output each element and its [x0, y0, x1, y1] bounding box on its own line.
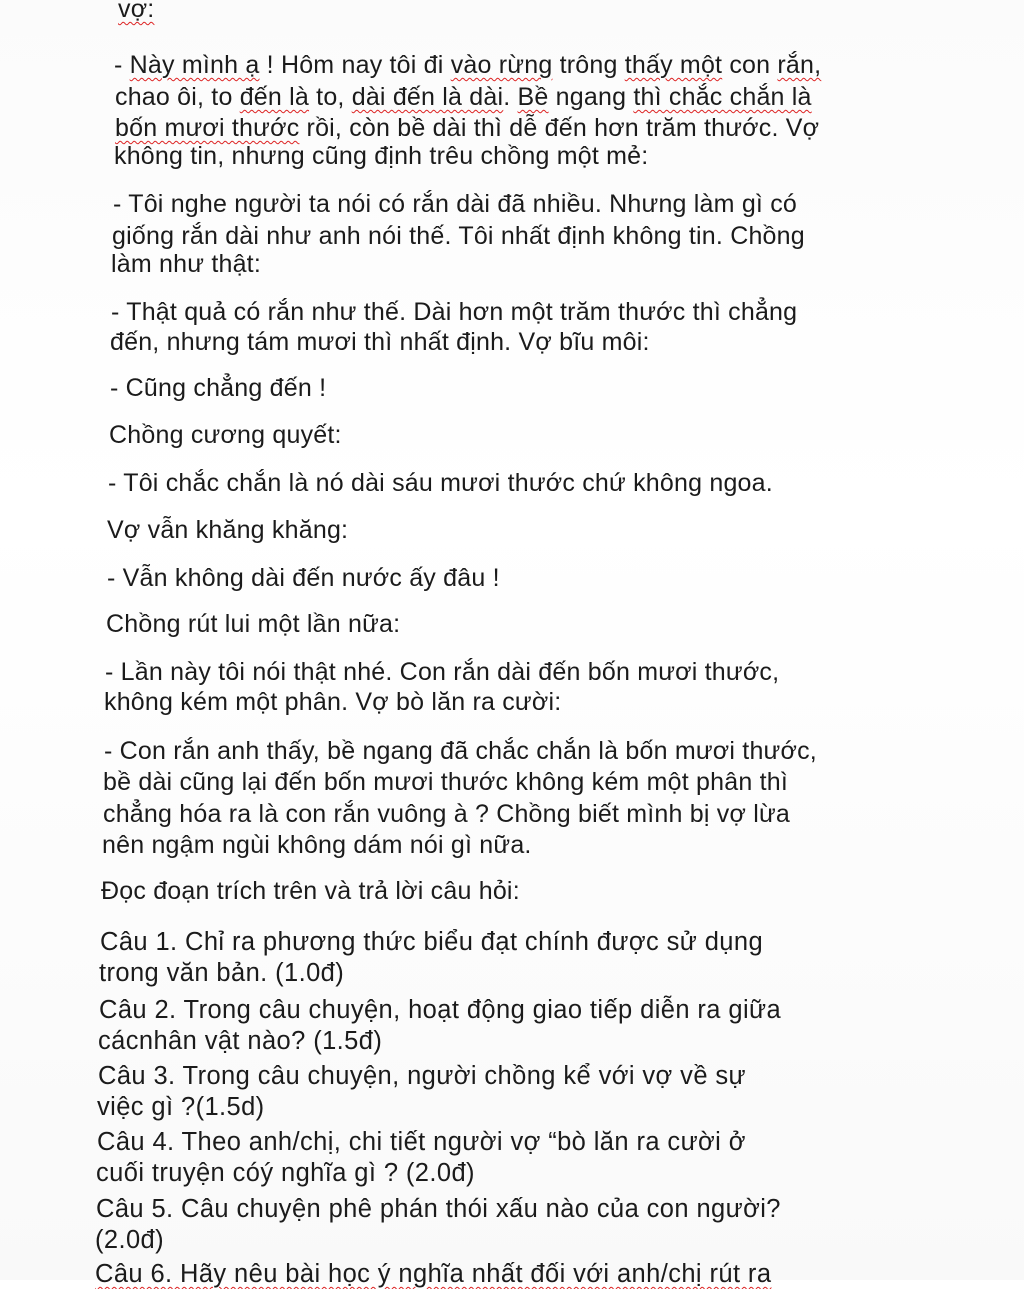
question-text: Câu 4. Theo anh/chị, chi tiết người vợ “bò lăn ra cười ở [97, 1128, 746, 1156]
question-text: Câu 1. Chỉ ra phương thức biểu đạt chính được sử dụng [100, 928, 764, 956]
story-line [104, 687, 561, 717]
story-text: Chồng cương quyết: [109, 421, 342, 449]
story-text: đến, nhưng tám mươi thì nhất định. Vợ bĩu môi: [110, 328, 650, 356]
story-text: không tin, nhưng cũng định trêu chồng một mẻ: [114, 142, 649, 170]
story-line [111, 297, 797, 327]
story-text: Bề [517, 83, 549, 111]
story-text: - Con rắn anh thấy, bề ngang đã chắc chắn là bốn mươi thước, [104, 737, 817, 765]
story-text: chao ôi, to [115, 83, 240, 111]
story-text: vào rừng [450, 51, 553, 79]
story-line [107, 563, 500, 593]
story-text: đến là [239, 83, 310, 111]
story-text: Vợ vẫn khăng khăng: [107, 516, 349, 544]
story-text: giống rắn dài như anh nói thế. Tôi nhất định không tin. Chồng [112, 222, 805, 250]
question-text: Câu 6. Hãy nêu bài học ý nghĩa nhất đối với anh/chị rút ra [95, 1260, 772, 1288]
story-text: - Thật quả có rắn như thế. Dài hơn một trăm thước thì chẳng [111, 298, 798, 326]
story-line [103, 799, 790, 829]
question-6 [95, 1259, 771, 1289]
story-text: nên ngậm ngùi không dám nói gì nữa. [102, 831, 532, 859]
question-text: việc gì ?(1.5d) [97, 1093, 265, 1121]
question-3 [98, 1061, 746, 1091]
story-text: Này mình ạ [129, 51, 260, 79]
question-text: cuối truyện cóý nghĩa gì ? (2.0đ) [96, 1159, 475, 1187]
story-line [118, 0, 154, 24]
instruction-text: Đọc đoạn trích trên và trả lời câu hỏi: [101, 877, 520, 905]
question-1-cont [99, 958, 344, 988]
question-5-cont [95, 1225, 164, 1255]
story-text: ! Hôm nay tôi đi [259, 51, 451, 79]
story-line [103, 767, 788, 797]
question-1 [100, 927, 763, 957]
story-line [106, 609, 400, 639]
story-text: con [722, 51, 778, 79]
story-text: thì chắc chắn là [633, 83, 812, 111]
story-text: rồi, còn bề dài thì dễ đến hơn trăm thước. Vợ [299, 114, 820, 142]
question-text: Câu 2. Trong câu chuyện, hoạt động giao tiếp diễn ra giữa [99, 996, 782, 1024]
story-text: - Tôi nghe người ta nói có rắn dài đã nhiều. Nhưng làm gì có [113, 190, 798, 218]
story-text: to, [309, 83, 352, 111]
story-text: - Lần này tôi nói thật nhé. Con rắn dài đến bốn mươi thước, [105, 658, 780, 686]
question-text: (2.0đ) [95, 1226, 165, 1254]
story-line [110, 373, 326, 403]
question-text: cácnhân vật nào? (1.5đ) [98, 1027, 383, 1055]
story-line [115, 82, 812, 112]
story-line [105, 657, 779, 687]
question-4-cont [96, 1158, 475, 1188]
question-text: Câu 3. Trong câu chuyện, người chồng kể với vợ về sự [98, 1062, 747, 1090]
story-text: - Cũng chẳng đến ! [110, 374, 327, 402]
story-text: Chồng rút lui một lần nữa: [106, 610, 401, 638]
question-5 [96, 1194, 781, 1224]
story-text: rắn, [777, 51, 822, 79]
story-line [112, 221, 805, 251]
story-line [110, 327, 650, 357]
story-text: - [114, 51, 130, 79]
story-line [114, 141, 648, 171]
story-text: - Vẫn không dài đến nước ấy đâu ! [107, 564, 500, 592]
story-text: thấy một [624, 51, 723, 79]
question-2-cont [98, 1026, 382, 1056]
story-text: ngang [548, 83, 634, 111]
story-line [104, 736, 817, 766]
question-text: trong văn bản. (1.0đ) [99, 959, 345, 987]
story-text: trông [552, 51, 625, 79]
story-line [114, 50, 821, 80]
question-text: Câu 5. Câu chuyện phê phán thói xấu nào của con người? [96, 1195, 781, 1223]
instruction-line [101, 876, 520, 906]
question-3-cont [97, 1092, 265, 1122]
story-line [102, 830, 532, 860]
story-text: chẳng hóa ra là con rắn vuông à ? Chồng biết mình bị vợ lừa [103, 800, 791, 828]
story-text: bề dài cũng lại đến bốn mươi thước không kém một phân thì [103, 768, 788, 796]
story-line [108, 468, 773, 498]
story-text: không kém một phân. Vợ bò lăn ra cười: [104, 688, 562, 716]
story-line [113, 189, 797, 219]
story-line [107, 515, 348, 545]
question-4 [97, 1127, 746, 1157]
story-line [109, 420, 342, 450]
story-line [111, 249, 261, 279]
question-2 [99, 995, 781, 1025]
story-text: - Tôi chắc chắn là nó dài sáu mươi thước chứ không ngoa. [108, 469, 773, 497]
story-text: dài đến là dài [351, 83, 504, 111]
story-line [115, 113, 819, 143]
story-text: vợ: [118, 0, 155, 23]
story-text: bốn mươi thước [115, 114, 300, 142]
story-text: . [503, 83, 518, 111]
story-text: làm như thật: [111, 250, 261, 278]
